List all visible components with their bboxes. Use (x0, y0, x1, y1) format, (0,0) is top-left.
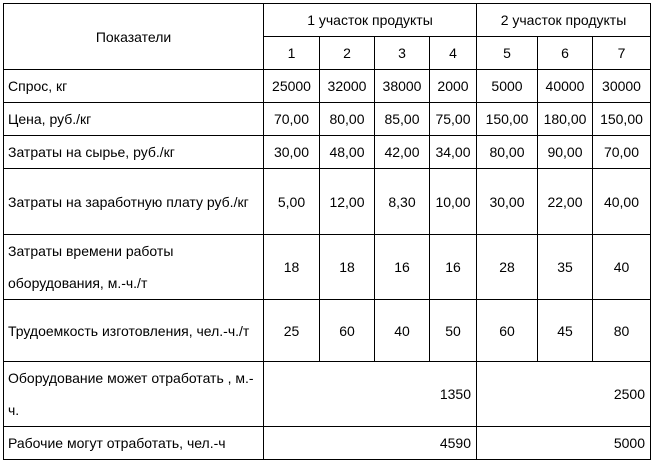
table-row (4, 427, 651, 460)
table-cell: 80,00 (477, 136, 538, 169)
table-cell: 90,00 (538, 136, 593, 169)
table-cell: 150,00 (477, 103, 538, 136)
table-cell: 32000 (320, 70, 375, 103)
column-number: 1 (264, 37, 320, 70)
table-cell: 5,00 (264, 169, 320, 235)
table-cell: 12,00 (320, 169, 375, 235)
table-cell: 25000 (264, 70, 320, 103)
column-number: 7 (593, 37, 651, 70)
row-label: Цена, руб./кг (4, 103, 264, 136)
capacity-section-1: 1350 (264, 362, 477, 427)
table-cell: 16 (375, 235, 430, 300)
column-number: 3 (375, 37, 430, 70)
row-label: Рабочие могут отработать, чел.-ч (4, 427, 264, 460)
column-number: 5 (477, 37, 538, 70)
table-row (4, 70, 651, 103)
table-cell: 18 (264, 235, 320, 300)
table-row (4, 169, 651, 235)
table-cell: 42,00 (375, 136, 430, 169)
table-cell: 40000 (538, 70, 593, 103)
table-cell: 38000 (375, 70, 430, 103)
table-cell: 2000 (430, 70, 477, 103)
table-cell: 18 (320, 235, 375, 300)
column-number: 4 (430, 37, 477, 70)
table-cell: 70,00 (593, 136, 651, 169)
table-cell: 60 (477, 300, 538, 362)
data-table (3, 3, 651, 460)
table-cell: 50 (430, 300, 477, 362)
capacity-section-1: 4590 (264, 427, 477, 460)
table-cell: 40 (375, 300, 430, 362)
table-cell: 35 (538, 235, 593, 300)
table-cell: 30000 (593, 70, 651, 103)
table-cell: 25 (264, 300, 320, 362)
table-cell: 34,00 (430, 136, 477, 169)
row-label: Затраты на заработную плату руб./кг (4, 169, 264, 235)
table-cell: 16 (430, 235, 477, 300)
table-row (4, 300, 651, 362)
row-label: Затраты на сырье, руб./кг (4, 136, 264, 169)
table-cell: 30,00 (477, 169, 538, 235)
table-cell: 48,00 (320, 136, 375, 169)
table-cell: 80 (593, 300, 651, 362)
table-cell: 75,00 (430, 103, 477, 136)
table-cell: 5000 (477, 70, 538, 103)
table-cell: 85,00 (375, 103, 430, 136)
table-cell: 30,00 (264, 136, 320, 169)
table-cell: 28 (477, 235, 538, 300)
table-cell: 45 (538, 300, 593, 362)
table-row (4, 103, 651, 136)
table-row (4, 362, 651, 427)
table-cell: 80,00 (320, 103, 375, 136)
table-cell: 10,00 (430, 169, 477, 235)
table-cell: 180,00 (538, 103, 593, 136)
header-section-2: 2 участок продукты (477, 4, 651, 37)
table-row (4, 136, 651, 169)
capacity-section-2: 2500 (477, 362, 651, 427)
table-cell: 150,00 (593, 103, 651, 136)
header-section-1: 1 участок продукты (264, 4, 477, 37)
row-label: Спрос, кг (4, 70, 264, 103)
table-cell: 60 (320, 300, 375, 362)
column-number: 2 (320, 37, 375, 70)
row-label: Затраты времени работы оборудования, м.-ч./т (4, 235, 264, 300)
row-label: Трудоемкость изготовления, чел.-ч./т (4, 300, 264, 362)
capacity-section-2: 5000 (477, 427, 651, 460)
row-label: Оборудование может отработать , м.-ч. (4, 362, 264, 427)
column-number: 6 (538, 37, 593, 70)
header-indicators: Показатели (4, 4, 264, 70)
table-row (4, 235, 651, 300)
table-cell: 70,00 (264, 103, 320, 136)
table-cell: 8,30 (375, 169, 430, 235)
table-cell: 40,00 (593, 169, 651, 235)
table-cell: 40 (593, 235, 651, 300)
table-cell: 22,00 (538, 169, 593, 235)
